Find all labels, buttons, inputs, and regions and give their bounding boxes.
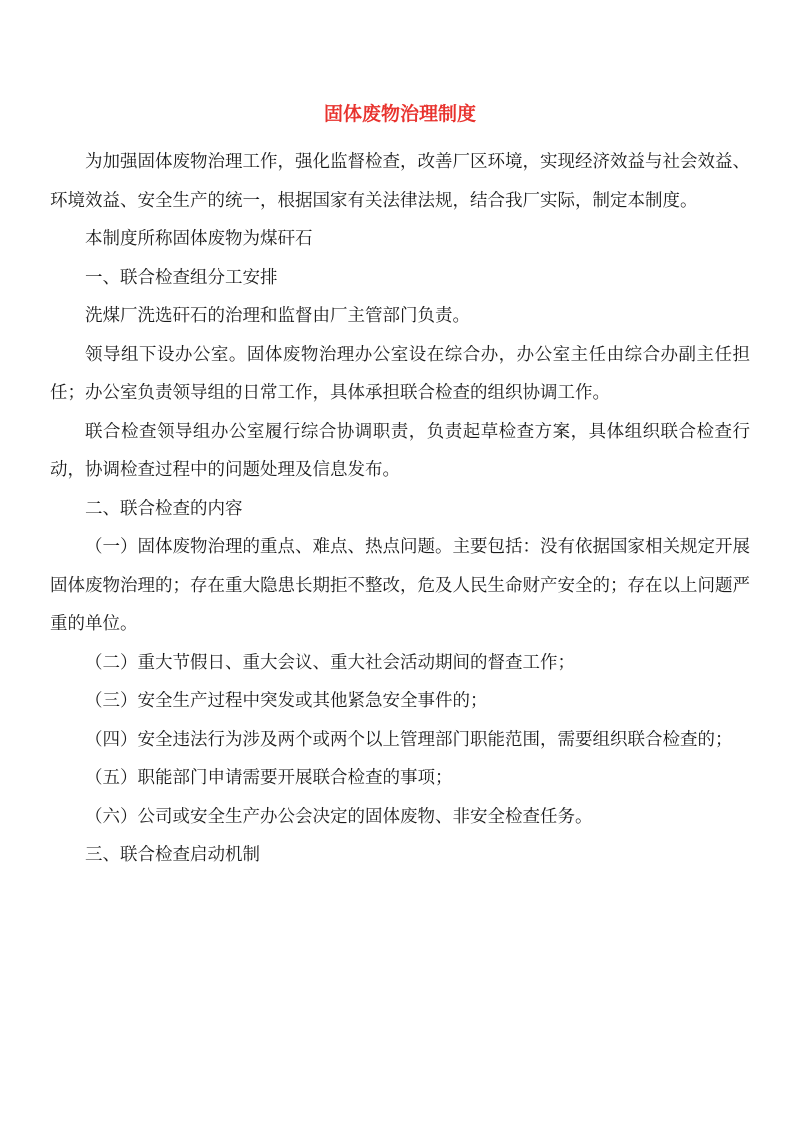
list-item-6: （六）公司或安全生产办公会决定的固体废物、非安全检查任务。 xyxy=(85,806,593,827)
section-heading-2: 二、联合检查的内容 xyxy=(85,498,243,519)
paragraph-office: 领导组下设办公室。固体废物治理办公室设在综合办，办公室主任由综合办副主任担任；办公室负责领导组的日常工作，具体承担联合检查的组织协调工作。 xyxy=(50,344,750,403)
list-item-4: （四）安全违法行为涉及两个或两个以上管理部门职能范围，需要组织联合检查的； xyxy=(85,729,733,750)
list-item-3: （三）安全生产过程中突发或其他紧急安全事件的； xyxy=(85,691,488,711)
list-item-1: （一）固体废物治理的重点、难点、热点问题。主要包括：没有依据国家相关规定开展固体废物治理的；存在重大隐患长期拒不整改，危及人民生命财产安全的；存在以上问题严重的单位。 xyxy=(50,537,750,634)
document-title: 固体废物治理制度 xyxy=(323,103,476,125)
document-body xyxy=(50,143,750,875)
paragraph-coordination: 联合检查领导组办公室履行综合协调职责，负责起草检查方案，具体组织联合检查行动，协调检查过程中的问题处理及信息发布。 xyxy=(50,421,750,480)
paragraph-responsibility: 洗煤厂洗选矸石的治理和监督由厂主管部门负责。 xyxy=(85,306,470,326)
paragraph-definition: 本制度所称固体废物为煤矸石 xyxy=(85,229,313,249)
section-heading-1: 一、联合检查组分工安排 xyxy=(85,267,278,288)
section-heading-3: 三、联合检查启动机制 xyxy=(85,845,260,865)
list-item-2: （二）重大节假日、重大会议、重大社会活动期间的督查工作； xyxy=(85,652,575,673)
paragraph-intro: 为加强固体废物治理工作，强化监督检查，改善厂区环境，实现经济效益与社会效益、环境效益、安全生产的统一，根据国家有关法律法规，结合我厂实际，制定本制度。 xyxy=(50,152,750,211)
list-item-5: （五）职能部门申请需要开展联合检查的事项； xyxy=(85,768,453,788)
